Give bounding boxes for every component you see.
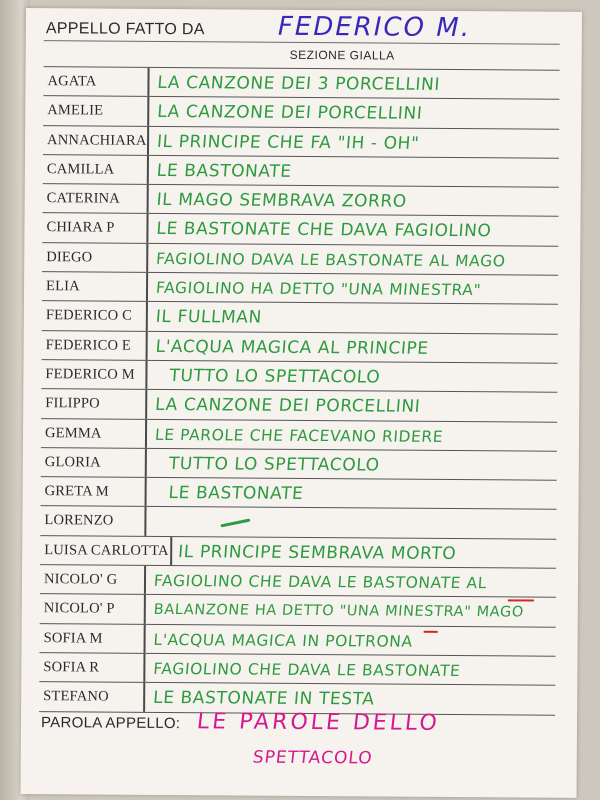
conductor-name: FEDERICO M. xyxy=(277,11,472,44)
student-answer: IL FULLMAN xyxy=(155,307,263,329)
roster-row xyxy=(41,419,557,452)
roster-row xyxy=(41,389,557,422)
attendance-sheet xyxy=(21,8,582,798)
appello-label: APPELLO FATTO DA xyxy=(45,20,205,39)
student-name: CAMILLA xyxy=(43,155,149,184)
student-name: LUISA CARLOTTA xyxy=(40,536,172,565)
student-answer: BALANZONE HA DETTO "UNA MINESTRA" MAGO xyxy=(153,602,525,621)
student-name: CHIARA P xyxy=(42,214,148,243)
keyword-label: PAROLA APPELLO: xyxy=(40,714,181,733)
roster-row xyxy=(41,360,557,393)
roster-row xyxy=(39,653,555,686)
student-name: GRETA M xyxy=(41,477,147,506)
student-name: ANNACHIARA xyxy=(43,126,149,155)
student-answer: LE BASTONATE CHE DAVA FAGIOLINO xyxy=(155,219,493,242)
roster-row xyxy=(40,507,556,540)
student-name: GEMMA xyxy=(41,419,147,448)
student-name: DIEGO xyxy=(42,243,148,272)
roster-row xyxy=(42,301,558,334)
student-answer: TUTTO LO SPETTACOLO xyxy=(167,453,381,476)
student-name: SOFIA R xyxy=(39,653,145,682)
correction-mark xyxy=(424,630,438,632)
student-answer xyxy=(153,507,565,538)
student-answer: LA CANZONE DEI PORCELLINI xyxy=(154,395,422,418)
student-answer: LA CANZONE DEI 3 PORCELLINI xyxy=(156,72,441,95)
student-name: FEDERICO M xyxy=(41,360,147,389)
student-name: FEDERICO E xyxy=(42,331,148,360)
roster-row xyxy=(43,67,559,100)
student-name: SOFIA M xyxy=(40,624,146,653)
correction-mark xyxy=(508,600,534,602)
student-answer: LE BASTONATE xyxy=(156,160,293,182)
roster-table xyxy=(39,66,559,715)
student-answer: L'ACQUA MAGICA AL PRINCIPE xyxy=(154,336,430,359)
student-answer: FAGIOLINO HA DETTO "UNA MINESTRA" xyxy=(155,278,482,300)
roster-row xyxy=(42,214,558,247)
roster-row xyxy=(39,624,555,657)
student-name: AGATA xyxy=(43,67,149,96)
student-name: STEFANO xyxy=(39,682,145,711)
student-name: NICOLO' P xyxy=(40,594,146,623)
roster-row xyxy=(41,477,557,510)
student-name: LORENZO xyxy=(40,507,146,536)
roster-row xyxy=(42,272,558,305)
student-name: FEDERICO C xyxy=(42,301,148,330)
section-label: SEZIONE GIALLA xyxy=(289,47,395,63)
roster-row xyxy=(42,243,558,276)
roster-row xyxy=(41,448,557,481)
student-answer: LE BASTONATE xyxy=(167,483,305,505)
student-answer: L'ACQUA MAGICA IN POLTRONA xyxy=(152,630,414,651)
roster-row xyxy=(40,594,556,627)
roster-row xyxy=(43,155,559,188)
student-name: GLORIA xyxy=(41,448,147,477)
student-answer: LA CANZONE DEI PORCELLINI xyxy=(156,102,424,125)
student-name: ELIA xyxy=(42,272,148,301)
roster-row xyxy=(43,126,559,159)
student-name: NICOLO' G xyxy=(40,565,146,594)
student-answer: TUTTO LO SPETTACOLO xyxy=(168,365,382,388)
student-answer: IL PRINCIPE SEMBRAVA MORTO xyxy=(177,541,457,564)
keyword-text-line2: SPETTACOLO xyxy=(251,747,374,769)
roster-row xyxy=(43,184,559,217)
student-answer: LE PAROLE CHE FACEVANO RIDERE xyxy=(154,425,444,446)
student-answer: FAGIOLINO CHE DAVA LE BASTONATE AL xyxy=(153,571,488,593)
student-name: AMELIE xyxy=(43,96,149,125)
keyword-text-line1: LE PAROLE DELLO xyxy=(195,709,442,736)
student-answer: LE BASTONATE IN TESTA xyxy=(152,688,376,710)
student-name: FILIPPO xyxy=(41,389,147,418)
student-answer: IL MAGO SEMBRAVA ZORRO xyxy=(155,190,408,212)
roster-row xyxy=(43,96,559,129)
student-answer: FAGIOLINO CHE DAVA LE BASTONATE xyxy=(152,659,462,680)
roster-row xyxy=(40,536,556,569)
student-name: CATERINA xyxy=(43,184,149,213)
student-answer: IL PRINCIPE CHE FA "IH - OH" xyxy=(156,131,421,154)
roster-row xyxy=(40,565,556,598)
student-answer: FAGIOLINO DAVA LE BASTONATE AL MAGO xyxy=(155,249,507,271)
roster-row xyxy=(42,331,558,364)
